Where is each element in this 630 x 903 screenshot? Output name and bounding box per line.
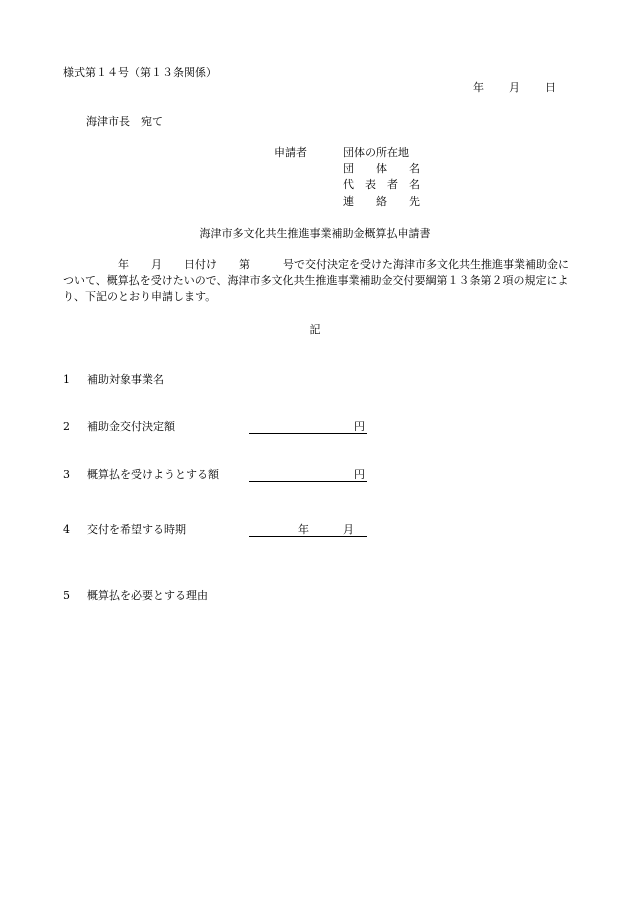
applicant-field-contact: 連 絡 先 — [343, 195, 420, 208]
item-number: 5 — [63, 589, 70, 602]
item-number: 4 — [63, 523, 70, 536]
advance-amount-field[interactable] — [249, 468, 367, 482]
month-unit: 月 — [343, 523, 354, 536]
item-label: 補助金交付決定額 — [87, 420, 175, 433]
date-year: 年 — [473, 81, 484, 94]
item-3 — [63, 468, 219, 481]
applicant-field-address: 団体の所在地 — [343, 146, 409, 159]
date-line — [473, 81, 556, 94]
yen-unit: 円 — [354, 468, 365, 481]
item-1 — [63, 373, 164, 386]
item-number: 3 — [63, 468, 70, 481]
item-2 — [63, 420, 175, 433]
applicant-field-representative: 代 表 者 名 — [343, 178, 420, 191]
date-day: 日 — [545, 81, 556, 94]
applicant-field-name: 団 体 名 — [343, 162, 420, 175]
decided-amount-field[interactable] — [249, 420, 367, 434]
document-title: 海津市多文化共生推進事業補助金概算払申請書 — [199, 227, 431, 240]
date-month: 月 — [509, 81, 520, 94]
addressee: 海津市長 宛て — [86, 115, 163, 128]
form-number: 様式第１４号（第１３条関係） — [63, 66, 217, 79]
desired-period-field[interactable] — [249, 523, 367, 537]
item-number: 2 — [63, 420, 70, 433]
ki-heading: 記 — [309, 323, 321, 336]
item-label: 概算払を必要とする理由 — [87, 589, 208, 602]
year-unit: 年 — [298, 523, 309, 536]
item-label: 概算払を受けようとする額 — [87, 468, 219, 481]
item-label: 交付を希望する時期 — [87, 523, 186, 536]
item-4 — [63, 523, 186, 536]
body-text: 年 月 日付け 第 号で交付決定を受けた海津市多文化共生推進事業補助金について、概算払を受けたいので、海津市多文化共生推進事業補助金交付要綱第１３条第２項の規定により、下記のとおり申請します。 — [63, 258, 569, 303]
item-label: 補助対象事業名 — [87, 373, 164, 386]
item-5 — [63, 589, 208, 602]
item-number: 1 — [63, 373, 70, 386]
applicant-label: 申請者 — [274, 146, 307, 159]
yen-unit: 円 — [354, 420, 365, 433]
